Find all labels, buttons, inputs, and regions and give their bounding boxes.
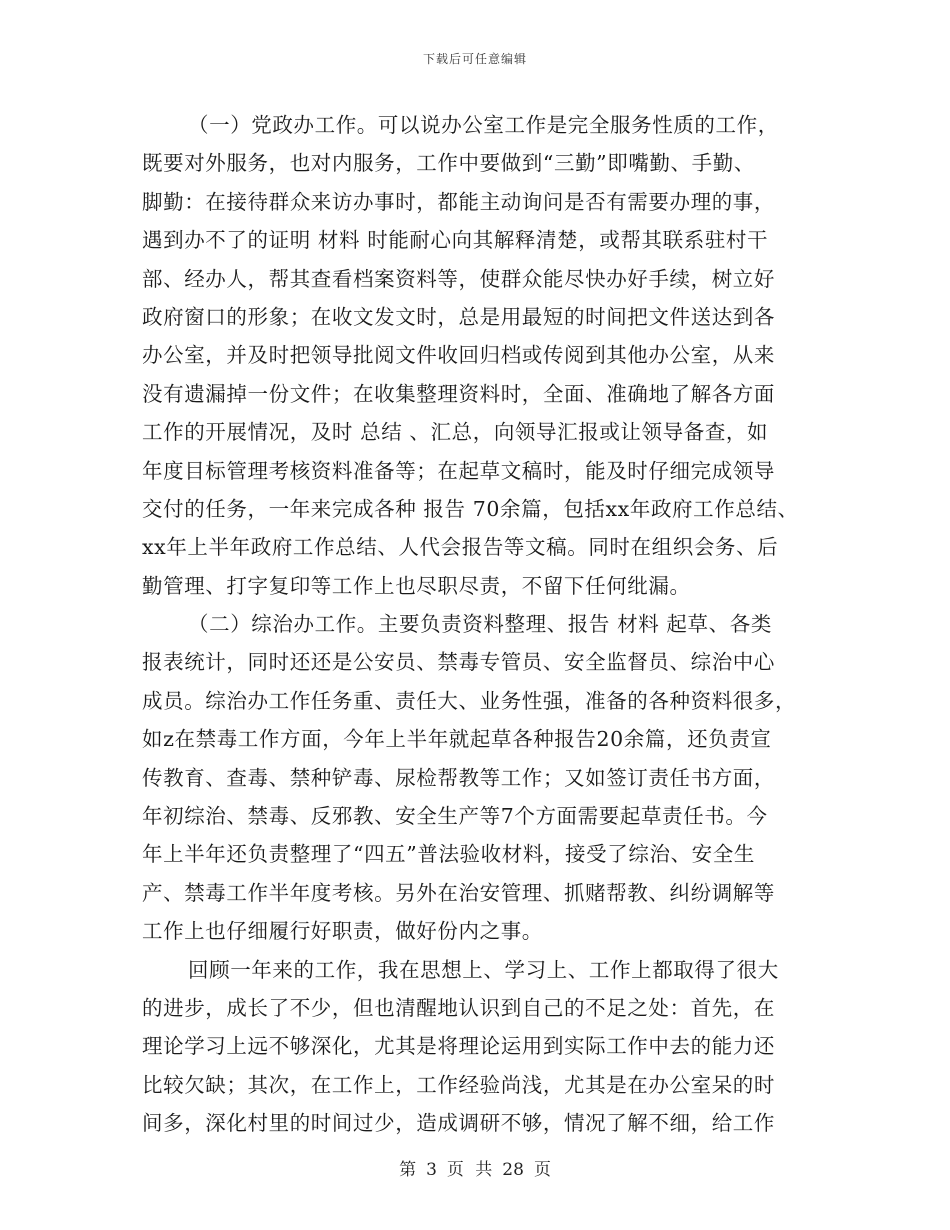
text-line: 成员。综治办工作任务重、责任大、业务性强，准备的各种资料很多， (142, 688, 797, 713)
document-body (142, 106, 832, 1143)
text-line: 既要对外服务，也对内服务，工作中要做到“三勤”即嘴勤、手勤、 (142, 151, 755, 176)
page-footer (0, 1155, 950, 1180)
text-line: （一）党政办工作。可以说办公室工作是完全服务性质的工作， (188, 113, 779, 137)
text-line: 没有遗漏掉一份文件；在收集整理资料时，全面、准确地了解各方面 (142, 381, 775, 406)
footer-prefix: 第 (399, 1160, 417, 1180)
text-line: 的进步，成长了不少，但也清醒地认识到自己的不足之处：首先，在 (142, 995, 775, 1020)
page-header: 下载后可任意编辑 (422, 52, 527, 66)
text-line: 产、禁毒工作半年度考核。另外在治安管理、抓赌帮教、纠纷调解等 (142, 880, 775, 905)
text-line: 年初综治、禁毒、反邪教、安全生产等7个方面需要起草责任书。今 (142, 804, 768, 829)
current-page-number: 3 (426, 1160, 437, 1180)
text-line: 如z在禁毒工作方面，今年上半年就起草各种报告20余篇，还负责宣 (142, 727, 772, 752)
text-line: 办公室，并及时把领导批阅文件收回归档或传阅到其他办公室，从来 (142, 343, 775, 368)
text-line: 比较欠缺；其次，在工作上，工作经验尚浅，尤其是在办公室呆的时 (142, 1072, 775, 1097)
footer-middle: 页 共 (446, 1160, 493, 1180)
text-line: 部、经办人，帮其查看档案资料等，使群众能尽快办好手续，树立好 (142, 266, 775, 291)
text-line: 脚勤：在接待群众来访办事时，都能主动询问是否有需要办理的事， (142, 189, 775, 214)
text-line: 传教育、查毒、禁种铲毒、尿检帮教等工作；又如签订责任书方面， (142, 765, 775, 790)
text-line: 理论学习上远不够深化，尤其是将理论运用到实际工作中去的能力还 (142, 1034, 775, 1059)
text-line: 交付的任务，一年来完成各种 报告 70余篇，包括xx年政府工作总结、 (142, 496, 799, 521)
text-line: 报表统计，同时还还是公安员、禁毒专管员、安全监督员、综治中心 (142, 650, 775, 675)
footer-suffix: 页 (533, 1160, 551, 1180)
text-line: xx年上半年政府工作总结、人代会报告等文稿。同时在组织会务、后 (142, 535, 779, 560)
text-line: 间多，深化村里的时间过少，造成调研不够，情况了解不细，给工作 (142, 1111, 775, 1136)
text-line: 回顾一年来的工作，我在思想上、学习上、工作上都取得了很大 (188, 957, 779, 982)
text-line: （二）综治办工作。主要负责资料整理、报告 材料 起草、各类 (188, 612, 772, 637)
total-page-count: 28 (502, 1160, 524, 1180)
text-line: 遇到办不了的证明 材料 时能耐心向其解释清楚，或帮其联系驻村干 (142, 228, 769, 253)
text-line: 工作上也仔细履行好职责，做好份内之事。 (142, 919, 543, 944)
text-line: 勤管理、打字复印等工作上也尽职尽责，不留下任何纰漏。 (142, 573, 691, 598)
text-line: 年度目标管理考核资料准备等；在起草文稿时，能及时仔细完成领导 (142, 458, 775, 483)
text-line: 年上半年还负责整理了“四五”普法验收材料，接受了综治、安全生 (142, 842, 755, 867)
text-line: 工作的开展情况，及时 总结 、汇总，向领导汇报或让领导备查，如 (142, 420, 769, 445)
text-line: 政府窗口的形象；在收文发文时，总是用最短的时间把文件送达到各 (142, 304, 775, 329)
